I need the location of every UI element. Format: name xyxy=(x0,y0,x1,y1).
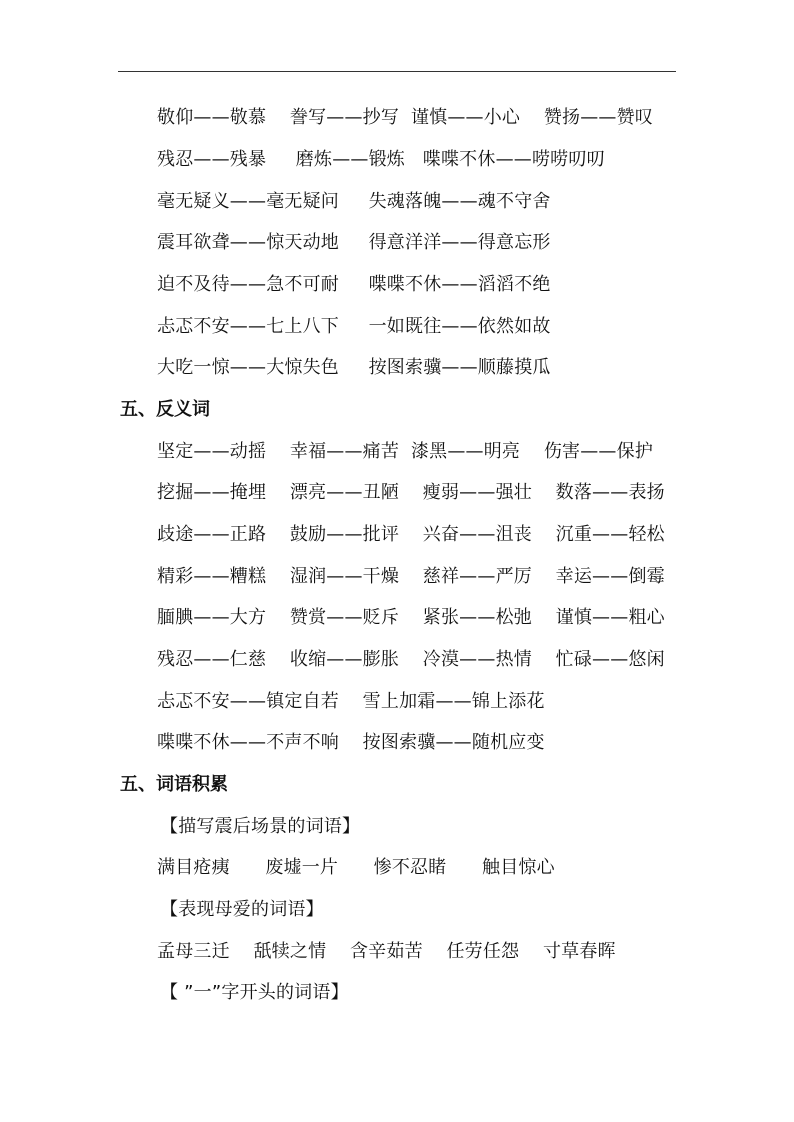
synonym-line: 敬仰——敬慕 誊写——抄写 谨慎——小心 赞扬——赞叹 xyxy=(157,107,654,128)
synonym-line: 毫无疑义——毫无疑问 失魂落魄——魂不守舍 xyxy=(157,191,551,212)
synonym-line: 残忍——残暴 磨炼——锻炼 喋喋不休——唠唠叨叨 xyxy=(157,149,605,170)
antonym-line: 歧途——正路 鼓励——批评 兴奋——沮丧 沉重——轻松 xyxy=(157,524,665,545)
antonym-line: 残忍——仁慈 收缩——膨胀 冷漠——热情 忙碌——悠闲 xyxy=(157,649,665,670)
word-list-earthquake: 满目疮痍 废墟一片 惨不忍睹 触目惊心 xyxy=(157,857,555,878)
synonym-line: 迫不及待——急不可耐 喋喋不休——滔滔不绝 xyxy=(157,274,551,295)
word-list-maternal-love: 孟母三迁 舐犊之情 含辛茹苦 任劳任怨 寸草春晖 xyxy=(157,941,616,962)
synonym-line: 大吃一惊——大惊失色 按图索骥——顺藤摸瓜 xyxy=(157,357,551,378)
accumulation-heading: 五、词语积累 xyxy=(120,774,228,795)
antonym-line: 腼腆——大方 赞赏——贬斥 紧张——松弛 谨慎——粗心 xyxy=(157,607,665,628)
synonym-line: 震耳欲聋——惊天动地 得意洋洋——得意忘形 xyxy=(157,232,551,253)
subheading-yi-words: 【 ”一”字开头的词语】 xyxy=(160,982,349,1003)
subheading-maternal-love: 【表现母爱的词语】 xyxy=(160,899,324,920)
antonym-line: 喋喋不休——不声不响 按图索骥——随机应变 xyxy=(157,732,545,753)
subheading-earthquake: 【描写震后场景的词语】 xyxy=(160,816,361,837)
antonyms-heading: 五、反义词 xyxy=(120,399,210,420)
antonym-line: 挖掘——掩埋 漂亮——丑陋 瘦弱——强壮 数落——表扬 xyxy=(157,482,665,503)
synonym-line: 忐忑不安——七上八下 一如既往——依然如故 xyxy=(157,316,551,337)
header-rule xyxy=(118,71,676,72)
antonym-line: 忐忑不安——镇定自若 雪上加霜——锦上添花 xyxy=(157,691,545,712)
antonym-line: 坚定——动摇 幸福——痛苦 漆黑——明亮 伤害——保护 xyxy=(157,441,654,462)
antonym-line: 精彩——糟糕 湿润——干燥 慈祥——严厉 幸运——倒霉 xyxy=(157,566,665,587)
